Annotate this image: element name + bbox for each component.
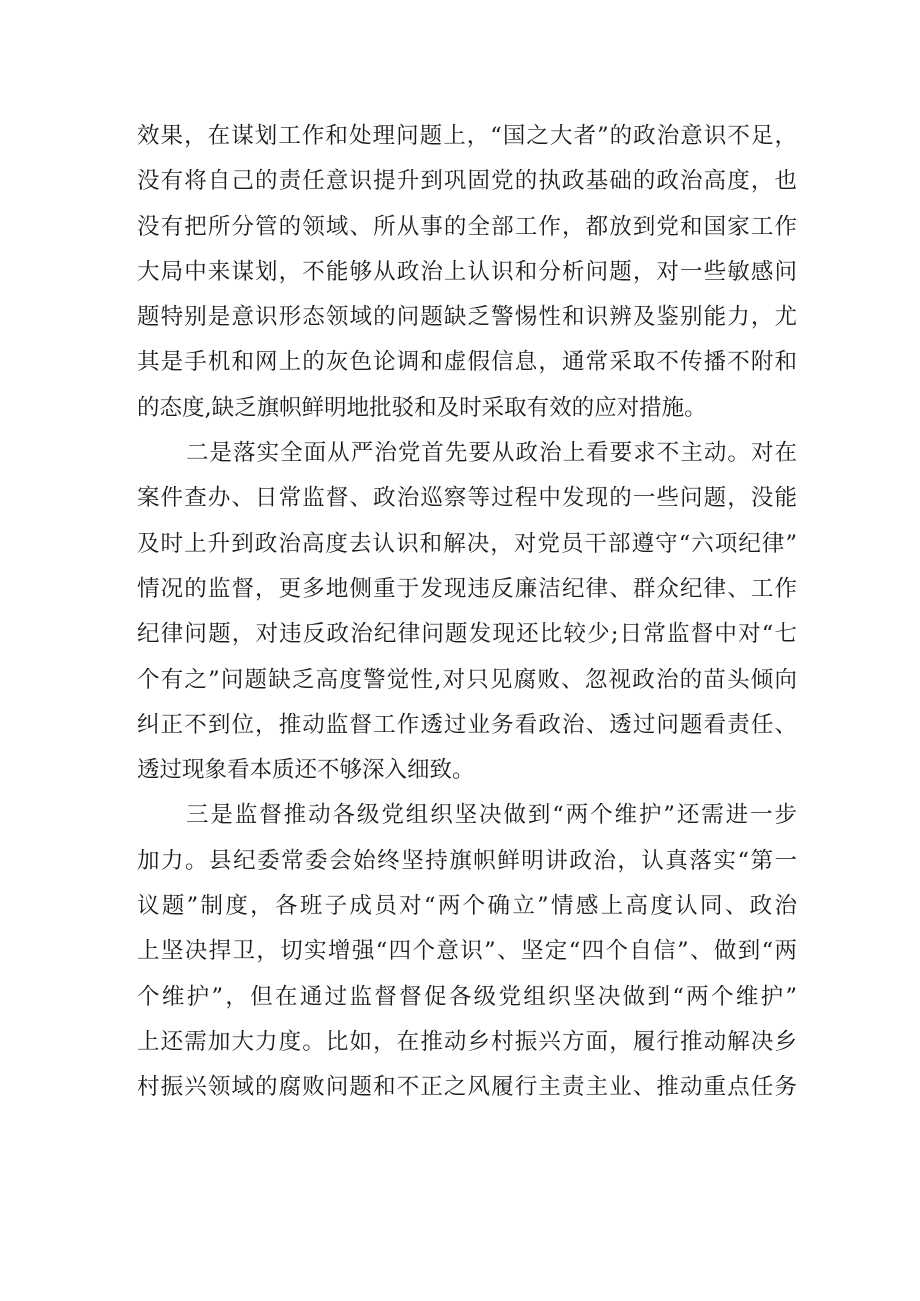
text-line: 上坚决捍卫，切实增强“四个意识”、坚定“四个自信”、做到“两 (137, 938, 797, 965)
text-line: 题特别是意识形态领域的问题缺乏警惕性和识辨及鉴别能力，尤 (137, 304, 797, 331)
text-line: 个有之”问题缺乏高度警觉性,对只见腐败、忽视政治的苗头倾向 (137, 666, 797, 693)
text-line: 村振兴领域的腐败问题和不正之风履行主责主业、推动重点任务 (137, 1074, 797, 1101)
text-line: 及时上升到政治高度去认识和解决，对党员干部遵守“六项纪律” (137, 530, 797, 557)
text-line: 的态度,缺乏旗帜鲜明地批驳和及时采取有效的应对措施。 (137, 394, 707, 421)
text-line: 其是手机和网上的灰色论调和虚假信息，通常采取不传播不附和 (137, 349, 797, 376)
text-line: 上还需加大力度。比如，在推动乡村振兴方面，履行推动解决乡 (137, 1028, 797, 1055)
text-line: 案件查办、日常监督、政治巡察等过程中发现的一些问题，没能 (137, 485, 797, 512)
text-line: 个维护”，但在通过监督督促各级党组织坚决做到“两个维护” (137, 983, 797, 1010)
text-line: 透过现象看本质还不够深入细致。 (137, 757, 475, 784)
text-line: 纠正不到位，推动监督工作透过业务看政治、透过问题看责任、 (137, 711, 797, 738)
body-text (137, 114, 797, 1111)
paragraph-start-line: 三是监督推动各级党组织坚决做到“两个维护”还需进一步 (186, 802, 797, 829)
paragraph-start-line: 二是落实全面从严治党首先要从政治上看要求不主动。对在 (186, 440, 797, 467)
text-line: 议题”制度，各班子成员对“两个确立”情感上高度认同、政治 (137, 893, 797, 920)
text-line: 没有把所分管的领域、所从事的全部工作，都放到党和国家工作 (137, 213, 797, 240)
text-line: 大局中来谋划，不能够从政治上认识和分析问题，对一些敏感问 (137, 258, 797, 285)
text-line: 没有将自己的责任意识提升到巩固党的执政基础的政治高度，也 (137, 168, 797, 195)
text-line: 加力。县纪委常委会始终坚持旗帜鲜明讲政治，认真落实“第一 (137, 847, 797, 874)
text-line: 效果，在谋划工作和处理问题上，“国之大者”的政治意识不足， (137, 123, 797, 149)
text-line: 情况的监督，更多地侧重于发现违反廉洁纪律、群众纪律、工作 (137, 575, 797, 602)
text-line: 纪律问题，对违反政治纪律问题发现还比较少;日常监督中对“七 (137, 621, 797, 648)
